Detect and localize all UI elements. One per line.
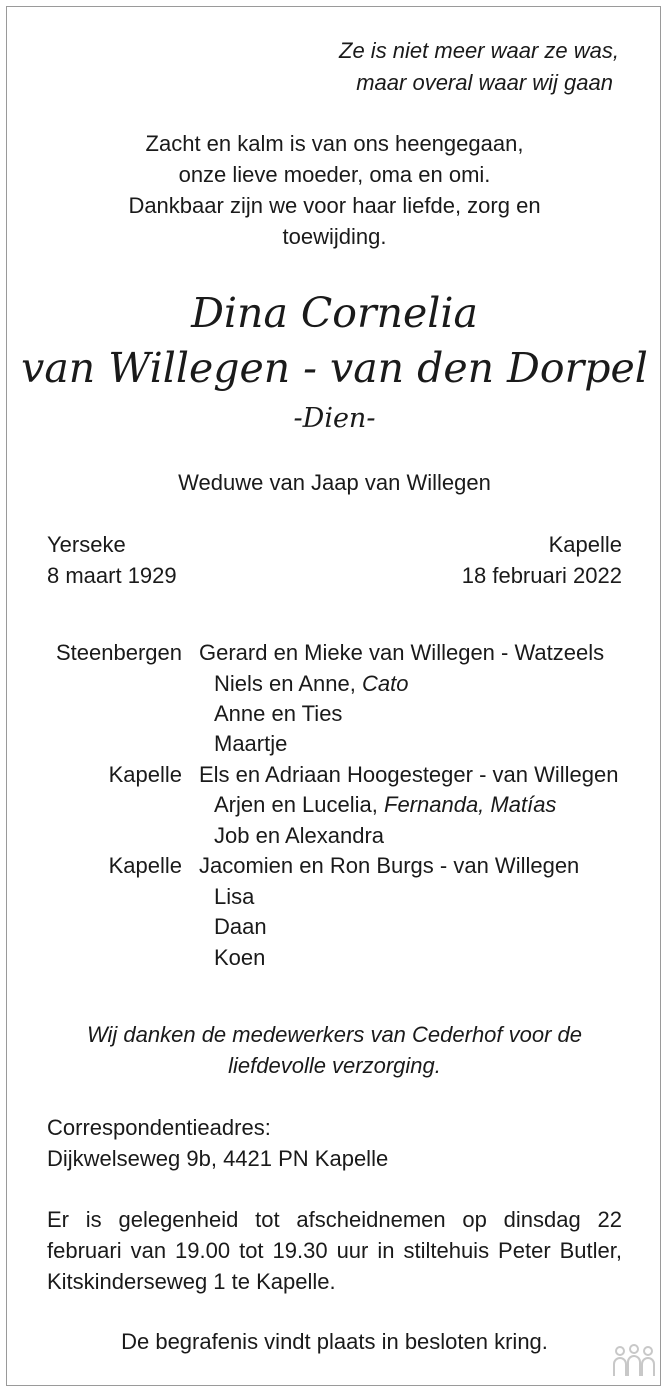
intro-line-3: Dankbaar zijn we voor haar liefde, zorg en	[128, 193, 541, 218]
family-grandchild: Lisa	[214, 884, 255, 909]
family-names: Gerard en Mieke van Willegen - Watzeels	[199, 640, 605, 665]
people-group-icon	[611, 1344, 657, 1378]
funeral-info: De begrafenis vindt plaats in besloten kring.	[121, 1329, 548, 1354]
birth-date: 8 maart 1929	[47, 563, 177, 588]
correspondence-address: Dijkwelseweg 9b, 4421 PN Kapelle	[47, 1146, 389, 1171]
family-great-grandchild: Fernanda, Matías	[384, 792, 557, 817]
family-grandchild: Daan	[214, 914, 267, 939]
family-grandchild: Anne en Ties	[214, 701, 343, 726]
family-grandchild: Job en Alexandra	[214, 823, 385, 848]
intro-line-1: Zacht en kalm is van ons heengegaan,	[145, 131, 524, 156]
birth-place: Yerseke	[47, 532, 126, 557]
family-place: Steenbergen	[56, 640, 182, 665]
motto-line-1: Ze is niet meer waar ze was,	[339, 38, 619, 63]
family-grandchild	[214, 789, 556, 820]
thanks-line-1: Wij danken de medewerkers van Cederhof voor de	[86, 1022, 583, 1047]
family-place: Kapelle	[108, 762, 182, 787]
correspondence-label: Correspondentieadres:	[47, 1115, 271, 1140]
motto-line-2: maar overal waar wij gaan	[356, 70, 613, 95]
family-place: Kapelle	[108, 853, 182, 878]
family-names: Niels en Anne,	[214, 671, 362, 696]
family-grandchild: Maartje	[214, 731, 288, 756]
family-names: Arjen en Lucelia,	[214, 792, 384, 817]
widow-of: Weduwe van Jaap van Willegen	[178, 470, 491, 495]
visitation-info: Er is gelegenheid tot afscheidnemen op dinsdag 22 februari van 19.00 tot 19.30 uur in stiltehuis Peter Butler, Kitskinderseweg 1 te Kapelle.	[47, 1207, 622, 1294]
death-place: Kapelle	[548, 532, 622, 557]
family-names: Jacomien en Ron Burgs - van Willegen	[199, 853, 580, 878]
family-grandchild: Koen	[214, 945, 266, 970]
intro-line-2: onze lieve moeder, oma en omi.	[178, 162, 491, 187]
deceased-name-line-1: Dina Cornelia	[191, 289, 478, 337]
family-great-grandchild: Cato	[361, 671, 409, 696]
family-grandchild	[214, 668, 408, 699]
death-date: 18 februari 2022	[461, 563, 622, 588]
deceased-nickname: -Dien-	[293, 403, 376, 434]
family-names: Els en Adriaan Hoogesteger - van Willegen	[199, 762, 619, 787]
intro-line-4: toewijding.	[282, 224, 387, 249]
deceased-name-line-2: van Willegen - van den Dorpel	[21, 344, 648, 392]
thanks-line-2: liefdevolle verzorging.	[228, 1053, 441, 1078]
